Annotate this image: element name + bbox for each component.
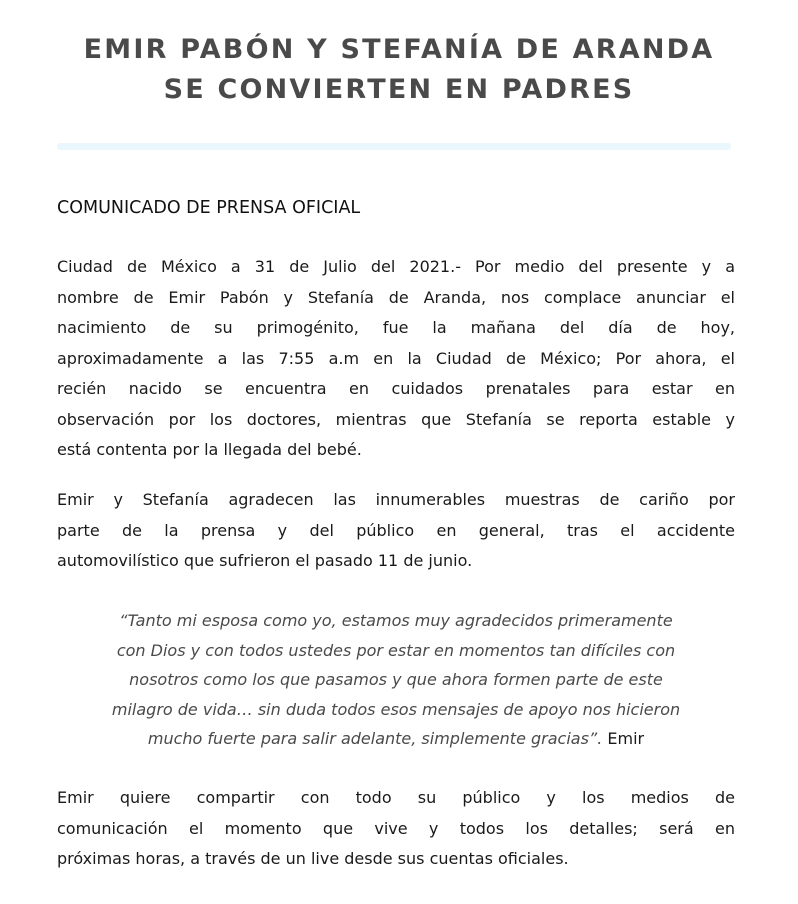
title-divider [57, 143, 731, 150]
paragraph-line: próximas horas, a través de un live desde sus cuentas oficiales. [57, 849, 569, 868]
title-line-2: SE CONVIERTEN EN PADRES [163, 74, 635, 105]
section-heading: COMUNICADO DE PRENSA OFICIAL [57, 198, 361, 218]
paragraph-line: nombre de Emir Pabón y Stefanía de Aranda, nos complace anunciar el [57, 287, 735, 307]
paragraph-line: Emir quiere compartir con todo su público y los medios de [57, 788, 735, 807]
emir-quote [57, 606, 735, 754]
title-line-1: EMIR PABÓN Y STEFANÍA DE ARANDA [83, 34, 715, 65]
paragraph-thanks [57, 485, 735, 577]
paragraph-line: comunicación el momento que vive y todos los detalles; será en [57, 818, 735, 838]
paragraph-line: parte de la prensa y del público en general, tras el accidente [57, 520, 735, 540]
press-release-title [0, 30, 798, 110]
paragraph-announcement [57, 252, 735, 466]
quote-last-line [57, 724, 735, 754]
paragraph-line: está contenta por la llegada del bebé. [57, 440, 362, 459]
paragraph-line: Emir y Stefanía agradecen las innumerables muestras de cariño por [57, 490, 735, 509]
paragraph-line: recién nacido se encuentra en cuidados prenatales para estar en [57, 379, 735, 398]
quote-author: Emir [607, 729, 645, 748]
paragraph-line: automovilístico que sufrieron el pasado 11 de junio. [57, 551, 473, 570]
paragraph-live [57, 783, 735, 875]
quote-line: mucho fuerte para salir adelante, simplemente gracias”. [147, 729, 603, 748]
paragraph-line: aproximadamente a las 7:55 a.m en la Ciudad de México; Por ahora, el [57, 348, 735, 368]
quote-line: milagro de vida… sin duda todos esos mensajes de apoyo nos hicieron [111, 699, 681, 719]
quote-line: con Dios y con todos ustedes por estar en momentos tan difíciles con [116, 640, 676, 660]
paragraph-line: Ciudad de México a 31 de Julio del 2021.- Por medio del presente y a [57, 257, 735, 276]
quote-line: “Tanto mi esposa como yo, estamos muy agradecidos primeramente [119, 611, 673, 630]
quote-line: nosotros como los que pasamos y que ahora formen parte de este [129, 670, 663, 689]
paragraph-line: nacimiento de su primogénito, fue la mañana del día de hoy, [57, 318, 735, 337]
paragraph-line: observación por los doctores, mientras que Stefanía se reporta estable y [57, 409, 735, 429]
